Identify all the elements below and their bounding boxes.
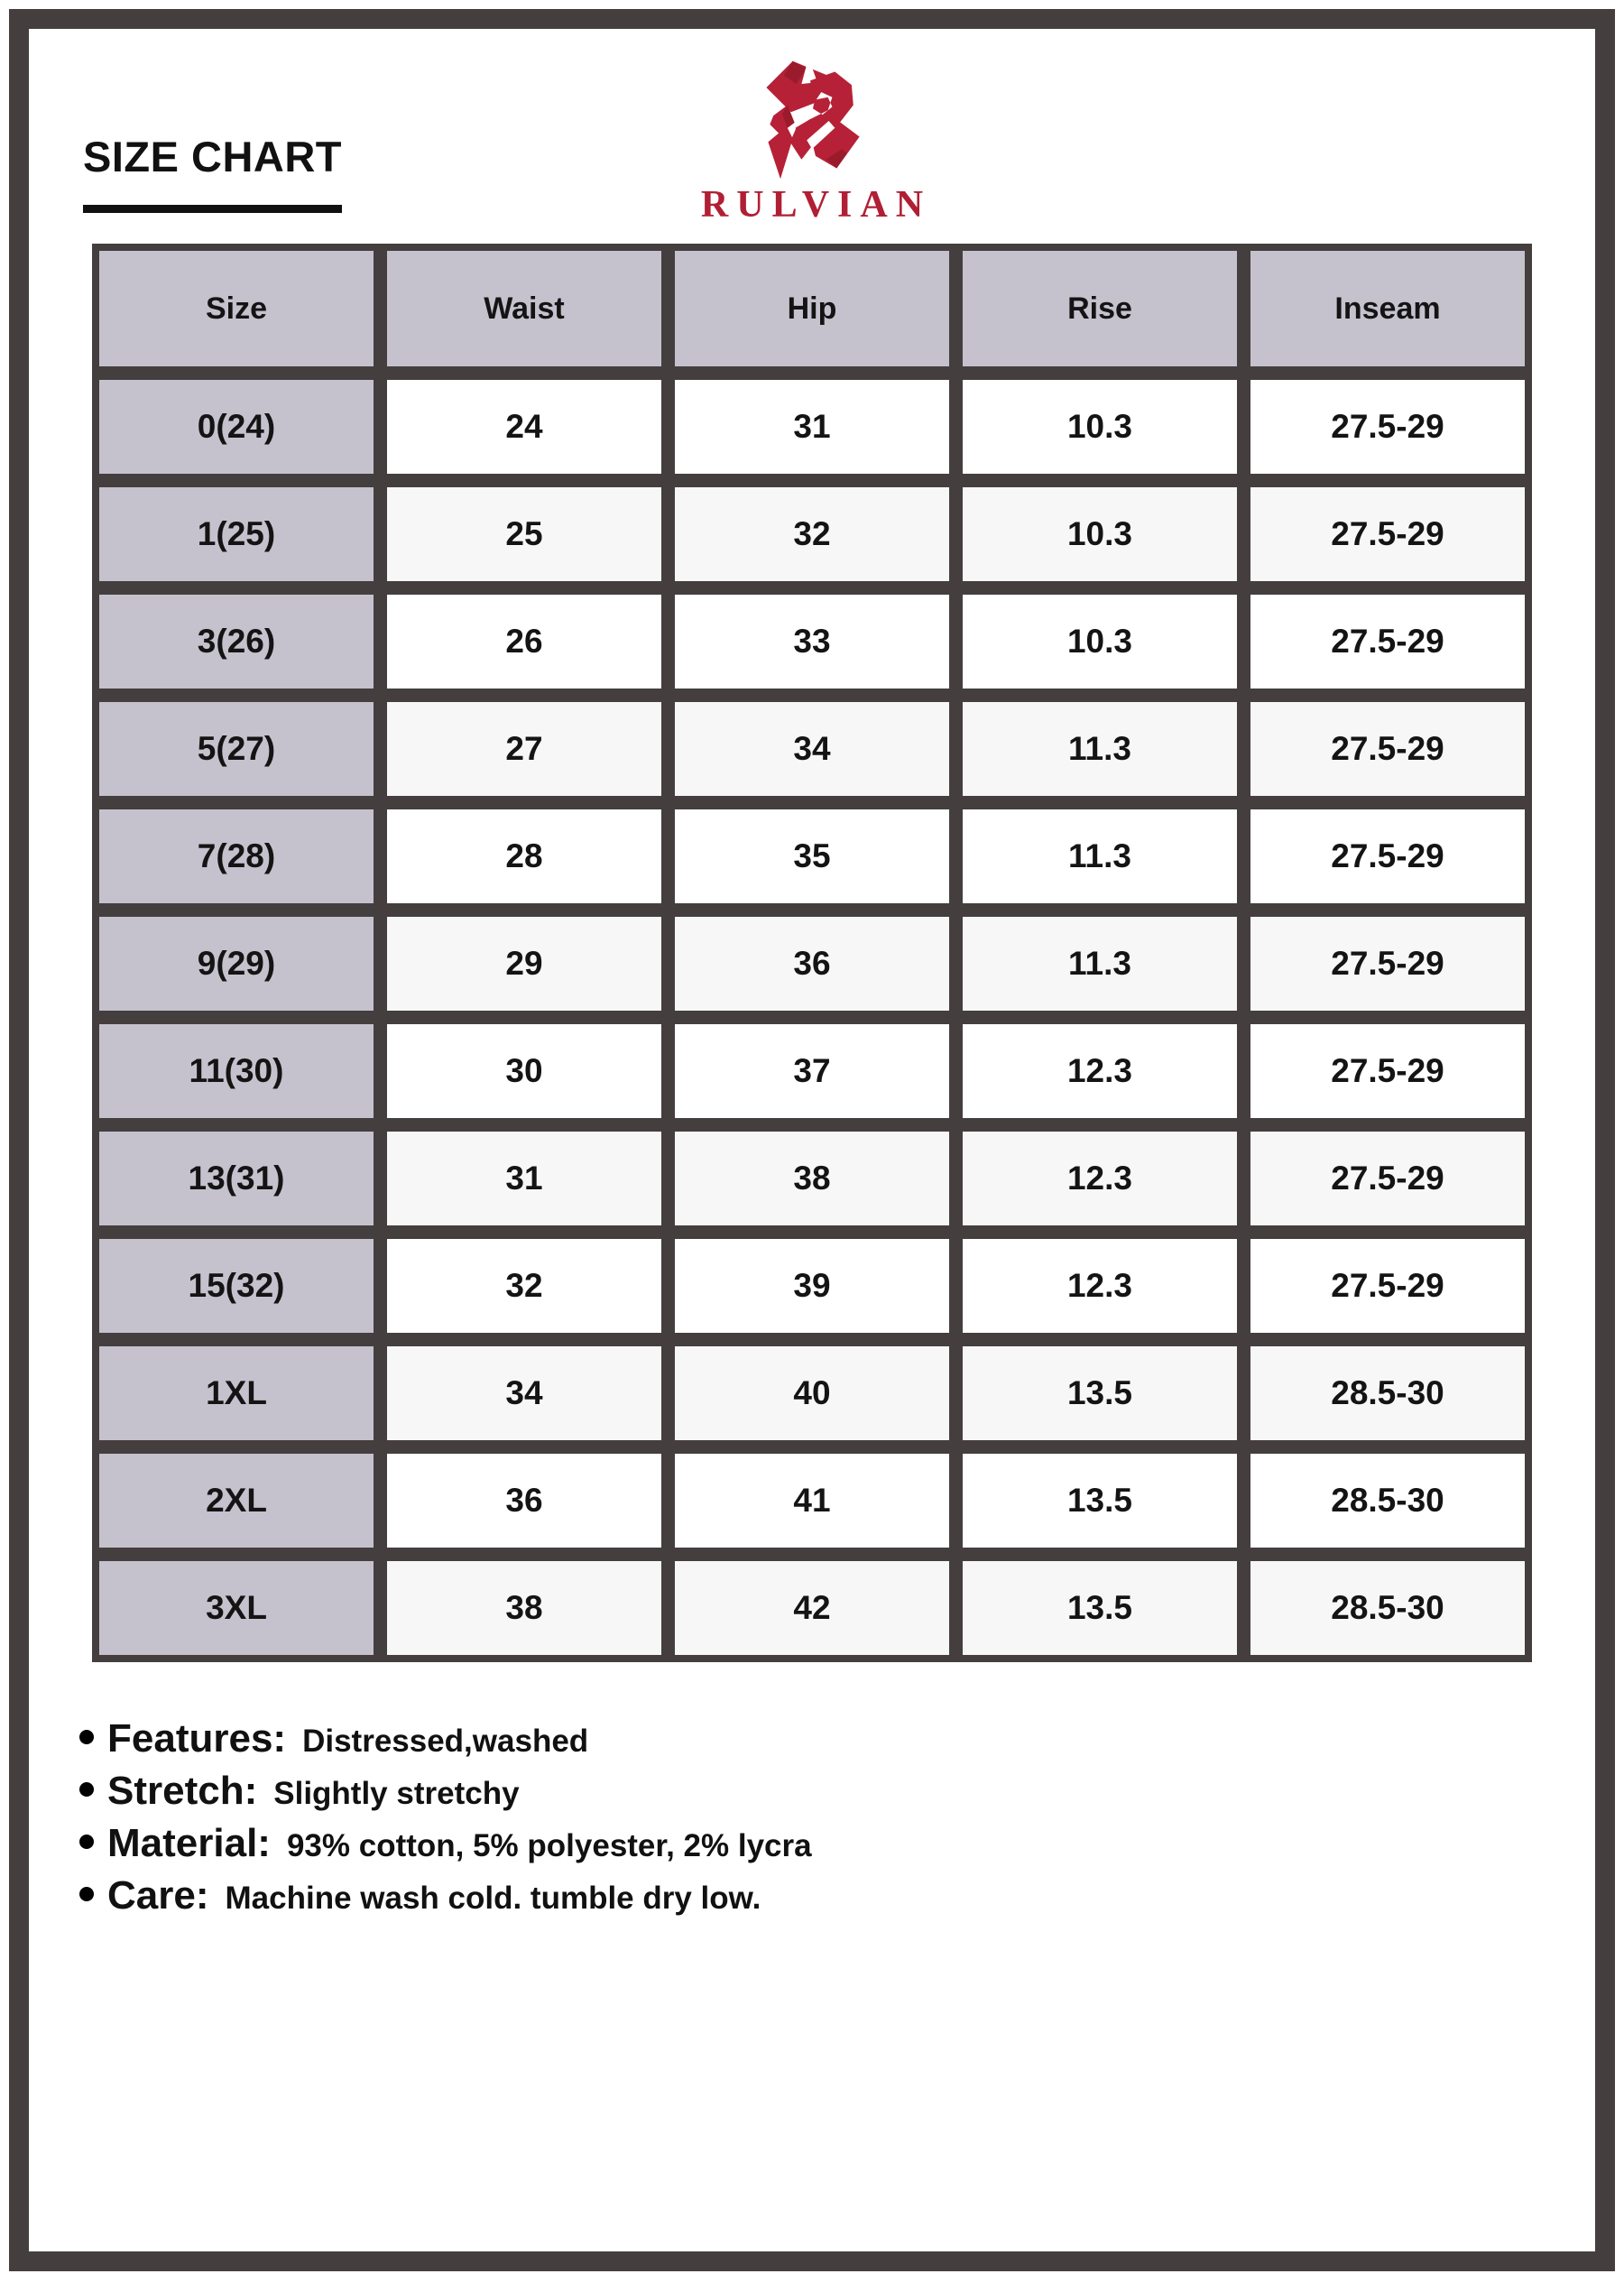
row-value-cell: 27.5-29 bbox=[1250, 1024, 1525, 1118]
row-value-cell: 27.5-29 bbox=[1250, 809, 1525, 903]
row-value-cell: 13.5 bbox=[963, 1346, 1237, 1440]
bullet-dot-icon bbox=[79, 1730, 94, 1744]
detail-value: Distressed,washed bbox=[302, 1724, 589, 1759]
table-row bbox=[99, 1239, 1525, 1333]
row-value-cell: 11.3 bbox=[963, 917, 1237, 1011]
row-size-label: 5(27) bbox=[99, 702, 374, 796]
column-header-hip: Hip bbox=[675, 251, 949, 366]
row-size-label: 7(28) bbox=[99, 809, 374, 903]
column-header-size: Size bbox=[99, 251, 374, 366]
row-value-cell: 34 bbox=[675, 702, 949, 796]
row-value-cell: 32 bbox=[387, 1239, 661, 1333]
column-header-inseam: Inseam bbox=[1250, 251, 1525, 366]
row-value-cell: 13.5 bbox=[963, 1561, 1237, 1655]
column-header-waist: Waist bbox=[387, 251, 661, 366]
table-row bbox=[99, 917, 1525, 1011]
row-size-label: 2XL bbox=[99, 1454, 374, 1548]
row-value-cell: 36 bbox=[675, 917, 949, 1011]
row-value-cell: 11.3 bbox=[963, 809, 1237, 903]
detail-label: Care: bbox=[107, 1873, 209, 1918]
row-value-cell: 27.5-29 bbox=[1250, 702, 1525, 796]
table-row bbox=[99, 487, 1525, 581]
row-value-cell: 10.3 bbox=[963, 380, 1237, 474]
row-value-cell: 28.5-30 bbox=[1250, 1561, 1525, 1655]
brand-logo-r-icon bbox=[760, 54, 868, 186]
row-value-cell: 40 bbox=[675, 1346, 949, 1440]
row-size-label: 1XL bbox=[99, 1346, 374, 1440]
row-value-cell: 28.5-30 bbox=[1250, 1454, 1525, 1548]
row-value-cell: 27.5-29 bbox=[1250, 917, 1525, 1011]
row-value-cell: 33 bbox=[675, 595, 949, 689]
row-value-cell: 28.5-30 bbox=[1250, 1346, 1525, 1440]
detail-label: Stretch: bbox=[107, 1769, 258, 1813]
table-row bbox=[99, 1561, 1525, 1655]
row-value-cell: 26 bbox=[387, 595, 661, 689]
row-value-cell: 39 bbox=[675, 1239, 949, 1333]
row-value-cell: 27.5-29 bbox=[1250, 380, 1525, 474]
row-value-cell: 12.3 bbox=[963, 1132, 1237, 1225]
table-row bbox=[99, 1024, 1525, 1118]
row-value-cell: 28 bbox=[387, 809, 661, 903]
row-value-cell: 36 bbox=[387, 1454, 661, 1548]
detail-row-material bbox=[79, 1821, 812, 1865]
bullet-dot-icon bbox=[79, 1835, 94, 1849]
row-value-cell: 10.3 bbox=[963, 487, 1237, 581]
row-value-cell: 13.5 bbox=[963, 1454, 1237, 1548]
row-value-cell: 27.5-29 bbox=[1250, 1132, 1525, 1225]
table-row bbox=[99, 1454, 1525, 1548]
table-header-row bbox=[99, 251, 1525, 366]
row-value-cell: 27.5-29 bbox=[1250, 595, 1525, 689]
row-value-cell: 30 bbox=[387, 1024, 661, 1118]
row-value-cell: 10.3 bbox=[963, 595, 1237, 689]
row-value-cell: 31 bbox=[675, 380, 949, 474]
page-title: SIZE CHART bbox=[83, 133, 342, 180]
table-row bbox=[99, 1346, 1525, 1440]
row-value-cell: 38 bbox=[675, 1132, 949, 1225]
detail-label: Features: bbox=[107, 1716, 287, 1761]
row-value-cell: 29 bbox=[387, 917, 661, 1011]
row-size-label: 13(31) bbox=[99, 1132, 374, 1225]
product-details-list bbox=[79, 1716, 812, 1918]
detail-value: Slightly stretchy bbox=[273, 1776, 520, 1811]
row-value-cell: 27.5-29 bbox=[1250, 487, 1525, 581]
row-value-cell: 27 bbox=[387, 702, 661, 796]
row-value-cell: 34 bbox=[387, 1346, 661, 1440]
table-row bbox=[99, 702, 1525, 796]
table-row bbox=[99, 595, 1525, 689]
bullet-dot-icon bbox=[79, 1887, 94, 1901]
detail-value: Machine wash cold. tumble dry low. bbox=[225, 1881, 761, 1916]
row-value-cell: 32 bbox=[675, 487, 949, 581]
row-value-cell: 42 bbox=[675, 1561, 949, 1655]
row-size-label: 3(26) bbox=[99, 595, 374, 689]
table-row bbox=[99, 1132, 1525, 1225]
row-value-cell: 11.3 bbox=[963, 702, 1237, 796]
detail-row-features bbox=[79, 1716, 812, 1761]
column-header-rise: Rise bbox=[963, 251, 1237, 366]
row-value-cell: 41 bbox=[675, 1454, 949, 1548]
detail-label: Material: bbox=[107, 1821, 271, 1865]
detail-row-care bbox=[79, 1873, 812, 1918]
row-size-label: 0(24) bbox=[99, 380, 374, 474]
row-value-cell: 37 bbox=[675, 1024, 949, 1118]
row-value-cell: 12.3 bbox=[963, 1239, 1237, 1333]
table-row bbox=[99, 809, 1525, 903]
row-size-label: 1(25) bbox=[99, 487, 374, 581]
size-table bbox=[92, 244, 1532, 1662]
row-value-cell: 38 bbox=[387, 1561, 661, 1655]
bullet-dot-icon bbox=[79, 1782, 94, 1797]
row-size-label: 3XL bbox=[99, 1561, 374, 1655]
row-size-label: 15(32) bbox=[99, 1239, 374, 1333]
row-value-cell: 31 bbox=[387, 1132, 661, 1225]
row-size-label: 9(29) bbox=[99, 917, 374, 1011]
row-size-label: 11(30) bbox=[99, 1024, 374, 1118]
row-value-cell: 25 bbox=[387, 487, 661, 581]
row-value-cell: 35 bbox=[675, 809, 949, 903]
row-value-cell: 12.3 bbox=[963, 1024, 1237, 1118]
row-value-cell: 27.5-29 bbox=[1250, 1239, 1525, 1333]
detail-value: 93% cotton, 5% polyester, 2% lycra bbox=[286, 1828, 812, 1863]
detail-row-stretch bbox=[79, 1769, 812, 1813]
brand-wordmark: RULVIAN bbox=[700, 184, 932, 226]
table-row bbox=[99, 380, 1525, 474]
row-value-cell: 24 bbox=[387, 380, 661, 474]
